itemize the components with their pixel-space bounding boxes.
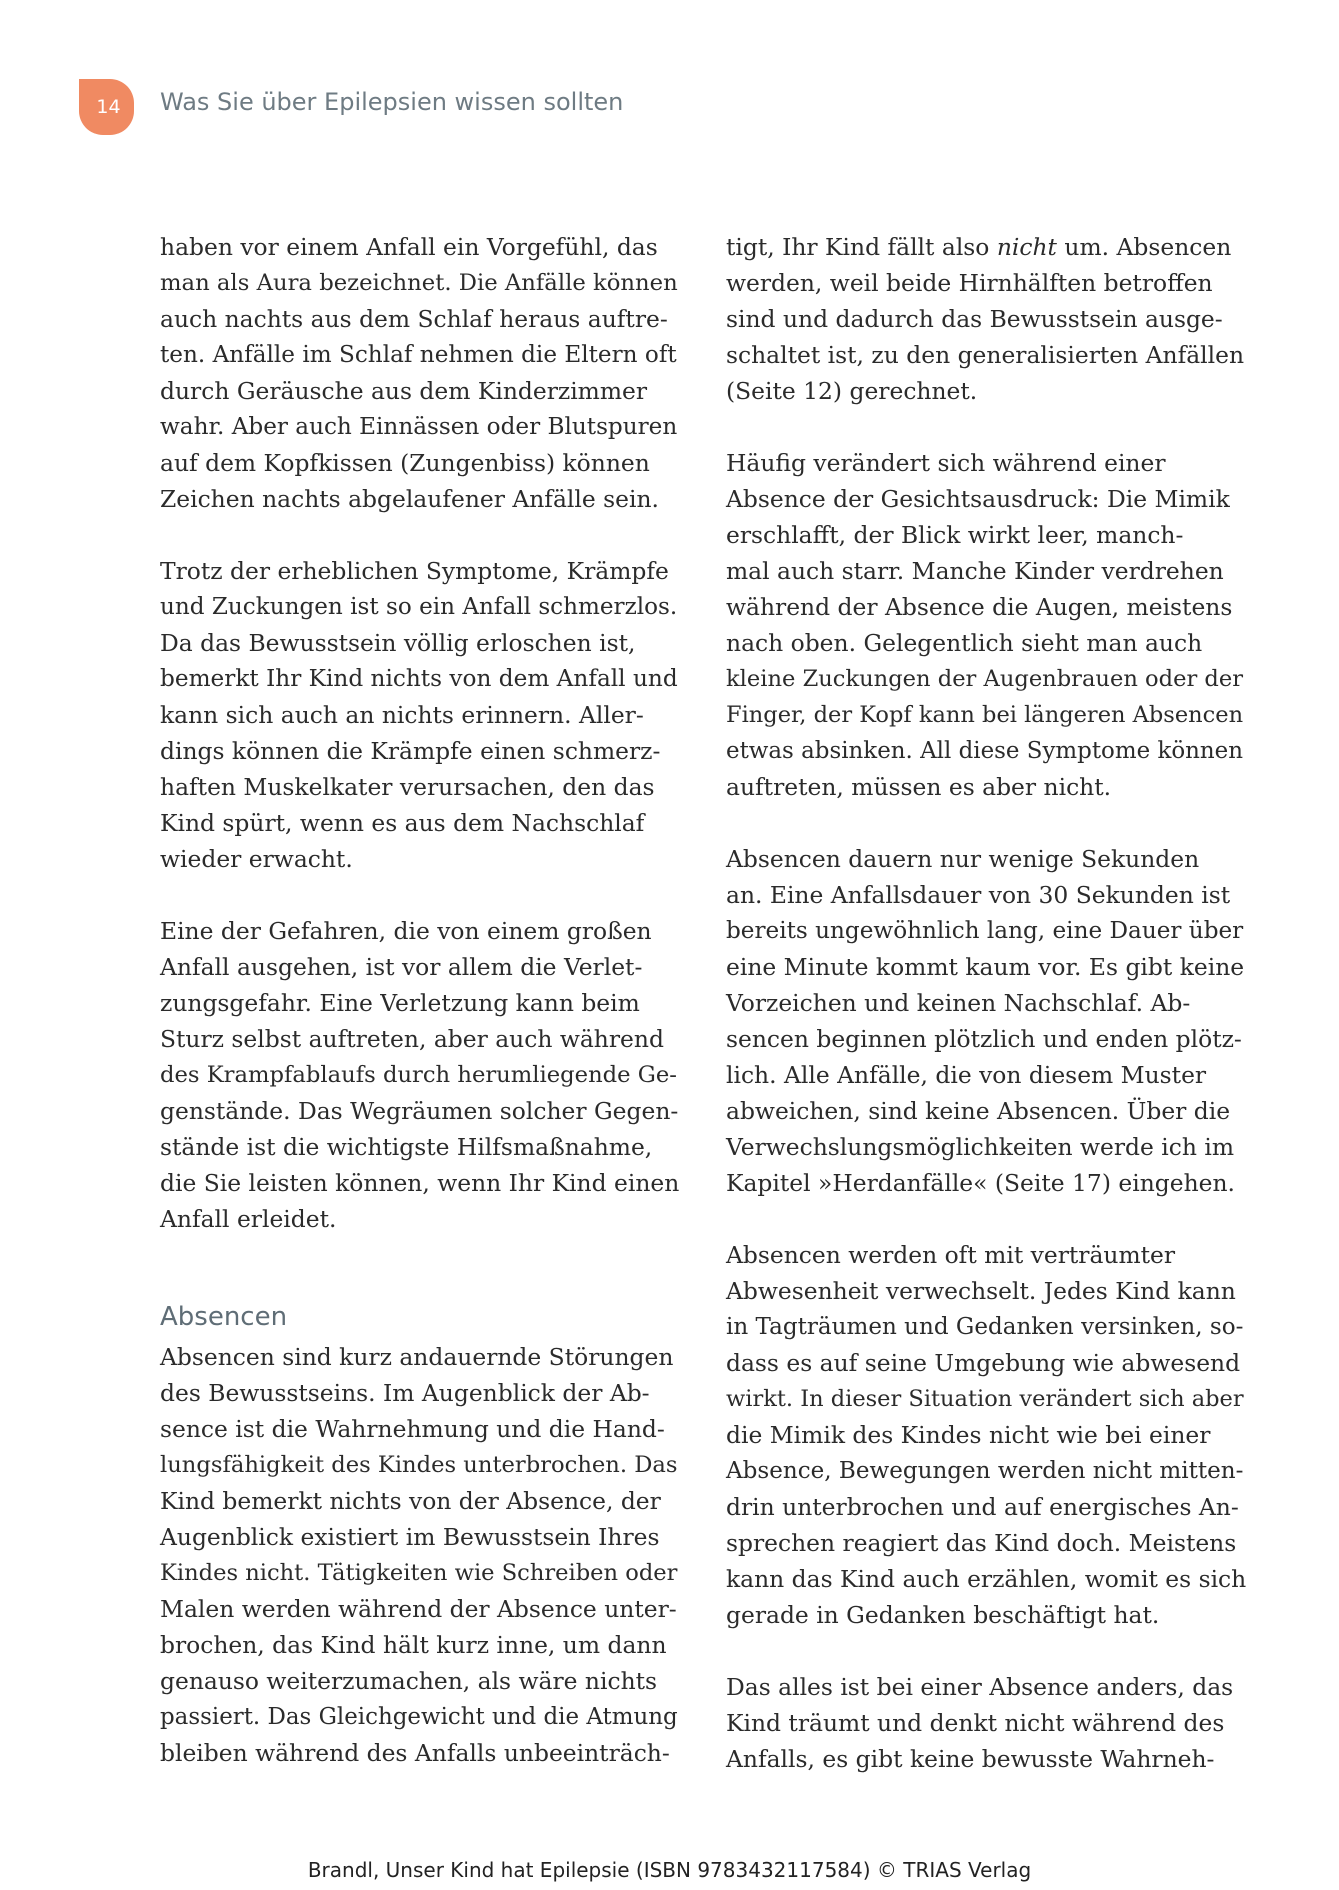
text-line: die Mimik des Kindes nicht wie bei einer bbox=[726, 1421, 1211, 1449]
emphasis: nicht bbox=[996, 233, 1057, 261]
text-line: Kind spürt, wenn es aus dem Nachschlaf bbox=[160, 809, 645, 837]
text-line: Anfall erleidet. bbox=[160, 1205, 337, 1233]
text-line: Anfalls, es gibt keine bewusste Wahrneh- bbox=[726, 1745, 1215, 1773]
text-line: Absencen sind kurz andauernde Störungen bbox=[160, 1343, 674, 1371]
page-number: 14 bbox=[96, 96, 121, 118]
text-line: erschlafft, der Blick wirkt leer, manch- bbox=[726, 521, 1184, 549]
text-line: gerade in Gedanken beschäftigt hat. bbox=[726, 1601, 1160, 1629]
text-line: des Bewusstseins. Im Augenblick der Ab- bbox=[160, 1379, 650, 1407]
text-line: drin unterbrochen und auf energisches An- bbox=[726, 1493, 1239, 1521]
text-line: auch nachts aus dem Schlaf heraus auftre- bbox=[160, 305, 668, 333]
paragraph bbox=[726, 229, 1246, 409]
text-line: in Tagträumen und Gedanken versinken, so- bbox=[726, 1314, 1244, 1340]
text-line: während der Absence die Augen, meistens bbox=[726, 593, 1233, 621]
text-line: dings können die Krämpfe einen schmerz- bbox=[160, 737, 661, 765]
text-line: Kindes nicht. Tätigkeiten wie Schreiben oder bbox=[160, 1560, 678, 1586]
text-line: nach oben. Gelegentlich sieht man auch bbox=[726, 629, 1203, 657]
text-line: zungsgefahr. Eine Verletzung kann beim bbox=[160, 989, 640, 1017]
text-line: haften Muskelkater verursachen, den das bbox=[160, 773, 655, 801]
text-line: Absence der Gesichtsausdruck: Die Mimik bbox=[726, 485, 1230, 513]
text-line: Vorzeichen und keinen Nachschlaf. Ab- bbox=[726, 989, 1191, 1017]
text-line: brochen, das Kind hält kurz inne, um dann bbox=[160, 1631, 667, 1659]
paragraph bbox=[726, 1669, 1246, 1777]
text-line: haben vor einem Anfall ein Vorgefühl, das bbox=[160, 233, 658, 261]
text-line bbox=[726, 229, 1246, 265]
text-line: man als Aura bezeichnet. Die Anfälle können bbox=[160, 270, 678, 296]
text-line: kleine Zuckungen der Augenbrauen oder der bbox=[726, 666, 1244, 692]
text-line: stände ist die wichtigste Hilfsmaßnahme, bbox=[160, 1133, 653, 1161]
page-number-badge bbox=[79, 79, 134, 135]
text-line: und Zuckungen ist so ein Anfall schmerzlos. bbox=[160, 594, 678, 620]
paragraph bbox=[160, 229, 680, 517]
text-line: bereits ungewöhnlich lang, eine Dauer über bbox=[726, 918, 1244, 944]
text-line: Trotz der erheblichen Symptome, Krämpfe bbox=[160, 557, 669, 585]
text-line: wahr. Aber auch Einnässen oder Blutspuren bbox=[160, 414, 678, 440]
text-line: Verwechslungsmöglichkeiten werde ich im bbox=[726, 1133, 1235, 1161]
text-line: Malen werden während der Absence unter- bbox=[160, 1595, 677, 1623]
text-line: dass es auf seine Umgebung wie abwesend bbox=[726, 1349, 1241, 1377]
paragraph bbox=[160, 913, 680, 1237]
text-segment: um. Absencen bbox=[1056, 233, 1232, 261]
paragraph bbox=[160, 1339, 680, 1771]
text-line: kann sich auch an nichts erinnern. Aller- bbox=[160, 701, 644, 729]
paragraph bbox=[726, 445, 1246, 805]
text-line: wirkt. In dieser Situation verändert sich aber bbox=[726, 1386, 1244, 1412]
text-line: Kind bemerkt nichts von der Absence, der bbox=[160, 1487, 661, 1515]
text-line: passiert. Das Gleichgewicht und die Atmung bbox=[160, 1704, 678, 1730]
text-line: Das alles ist bei einer Absence anders, das bbox=[726, 1673, 1234, 1701]
text-line: lungsfähigkeit des Kindes unterbrochen. Das bbox=[160, 1452, 678, 1478]
text-line: Eine der Gefahren, die von einem großen bbox=[160, 917, 652, 945]
text-line: Abwesenheit verwechselt. Jedes Kind kann bbox=[726, 1277, 1236, 1305]
text-line: schaltet ist, zu den generalisierten Anfällen bbox=[726, 341, 1245, 369]
text-line: Absencen werden oft mit verträumter bbox=[726, 1241, 1176, 1269]
text-line: bemerkt Ihr Kind nichts von dem Anfall und bbox=[160, 665, 678, 692]
text-line: Augenblick existiert im Bewusstsein Ihres bbox=[160, 1523, 660, 1551]
text-line: Absencen dauern nur wenige Sekunden bbox=[726, 845, 1200, 873]
text-line: Sturz selbst auftreten, aber auch während bbox=[160, 1025, 664, 1053]
running-title: Was Sie über Epilepsien wissen sollten bbox=[160, 88, 624, 116]
section-heading: Absencen bbox=[160, 1302, 288, 1332]
text-line: die Sie leisten können, wenn Ihr Kind einen bbox=[160, 1169, 680, 1197]
text-line: durch Geräusche aus dem Kinderzimmer bbox=[160, 377, 648, 405]
text-line: etwas absinken. All diese Symptome können bbox=[726, 738, 1243, 764]
text-line: auf dem Kopfkissen (Zungenbiss) können bbox=[160, 449, 650, 477]
text-line: sind und dadurch das Bewusstsein ausge- bbox=[726, 305, 1223, 333]
text-line: genauso weiterzumachen, als wäre nichts bbox=[160, 1667, 658, 1695]
text-line: sencen beginnen plötzlich und enden plötz- bbox=[726, 1025, 1242, 1053]
left-column bbox=[160, 229, 680, 1771]
text-line: auftreten, müssen es aber nicht. bbox=[726, 773, 1112, 801]
text-line: Häufig verändert sich während einer bbox=[726, 449, 1166, 477]
text-line: sprechen reagiert das Kind doch. Meistens bbox=[726, 1529, 1237, 1557]
text-line: lich. Alle Anfälle, die von diesem Muster bbox=[726, 1061, 1207, 1089]
text-line: Anfall ausgehen, ist vor allem die Verlet- bbox=[160, 953, 643, 981]
text-line: ten. Anfälle im Schlaf nehmen die Eltern oft bbox=[160, 342, 677, 368]
text-line: Zeichen nachts abgelaufener Anfälle sein. bbox=[160, 485, 659, 513]
text-line: an. Eine Anfallsdauer von 30 Sekunden ist bbox=[726, 881, 1231, 909]
text-line: wieder erwacht. bbox=[160, 845, 353, 873]
text-line: Absence, Bewegungen werden nicht mitten- bbox=[726, 1458, 1244, 1484]
text-line: genstände. Das Wegräumen solcher Gegen- bbox=[160, 1097, 679, 1125]
text-line: mal auch starr. Manche Kinder verdrehen bbox=[726, 557, 1224, 585]
text-line: Finger, der Kopf kann bei längeren Absencen bbox=[726, 702, 1244, 728]
right-column bbox=[726, 229, 1246, 1777]
text-line: Kapitel »Herdanfälle« (Seite 17) eingehen. bbox=[726, 1169, 1235, 1197]
text-line: Da das Bewusstsein völlig erloschen ist, bbox=[160, 629, 636, 657]
paragraph bbox=[726, 841, 1246, 1201]
text-line: werden, weil beide Hirnhälften betroffen bbox=[726, 269, 1213, 297]
text-line: bleiben während des Anfalls unbeeinträch- bbox=[160, 1739, 670, 1767]
text-line: Kind träumt und denkt nicht während des bbox=[726, 1709, 1225, 1737]
text-line: (Seite 12) gerechnet. bbox=[726, 377, 978, 405]
footer-citation: Brandl, Unser Kind hat Epilepsie (ISBN 9783432117584) © TRIAS Verlag bbox=[307, 1858, 1032, 1882]
text-segment: tigt, Ihr Kind fällt also bbox=[726, 233, 997, 261]
text-line: kann das Kind auch erzählen, womit es sich bbox=[726, 1565, 1247, 1593]
paragraph bbox=[726, 1237, 1246, 1633]
text-line: abweichen, sind keine Absencen. Über die bbox=[726, 1097, 1231, 1125]
text-line: des Krampfablaufs durch herumliegende Ge- bbox=[160, 1062, 677, 1088]
text-line: eine Minute kommt kaum vor. Es gibt keine bbox=[726, 953, 1245, 981]
paragraph bbox=[160, 553, 680, 877]
text-line: sence ist die Wahrnehmung und die Hand- bbox=[160, 1415, 665, 1443]
